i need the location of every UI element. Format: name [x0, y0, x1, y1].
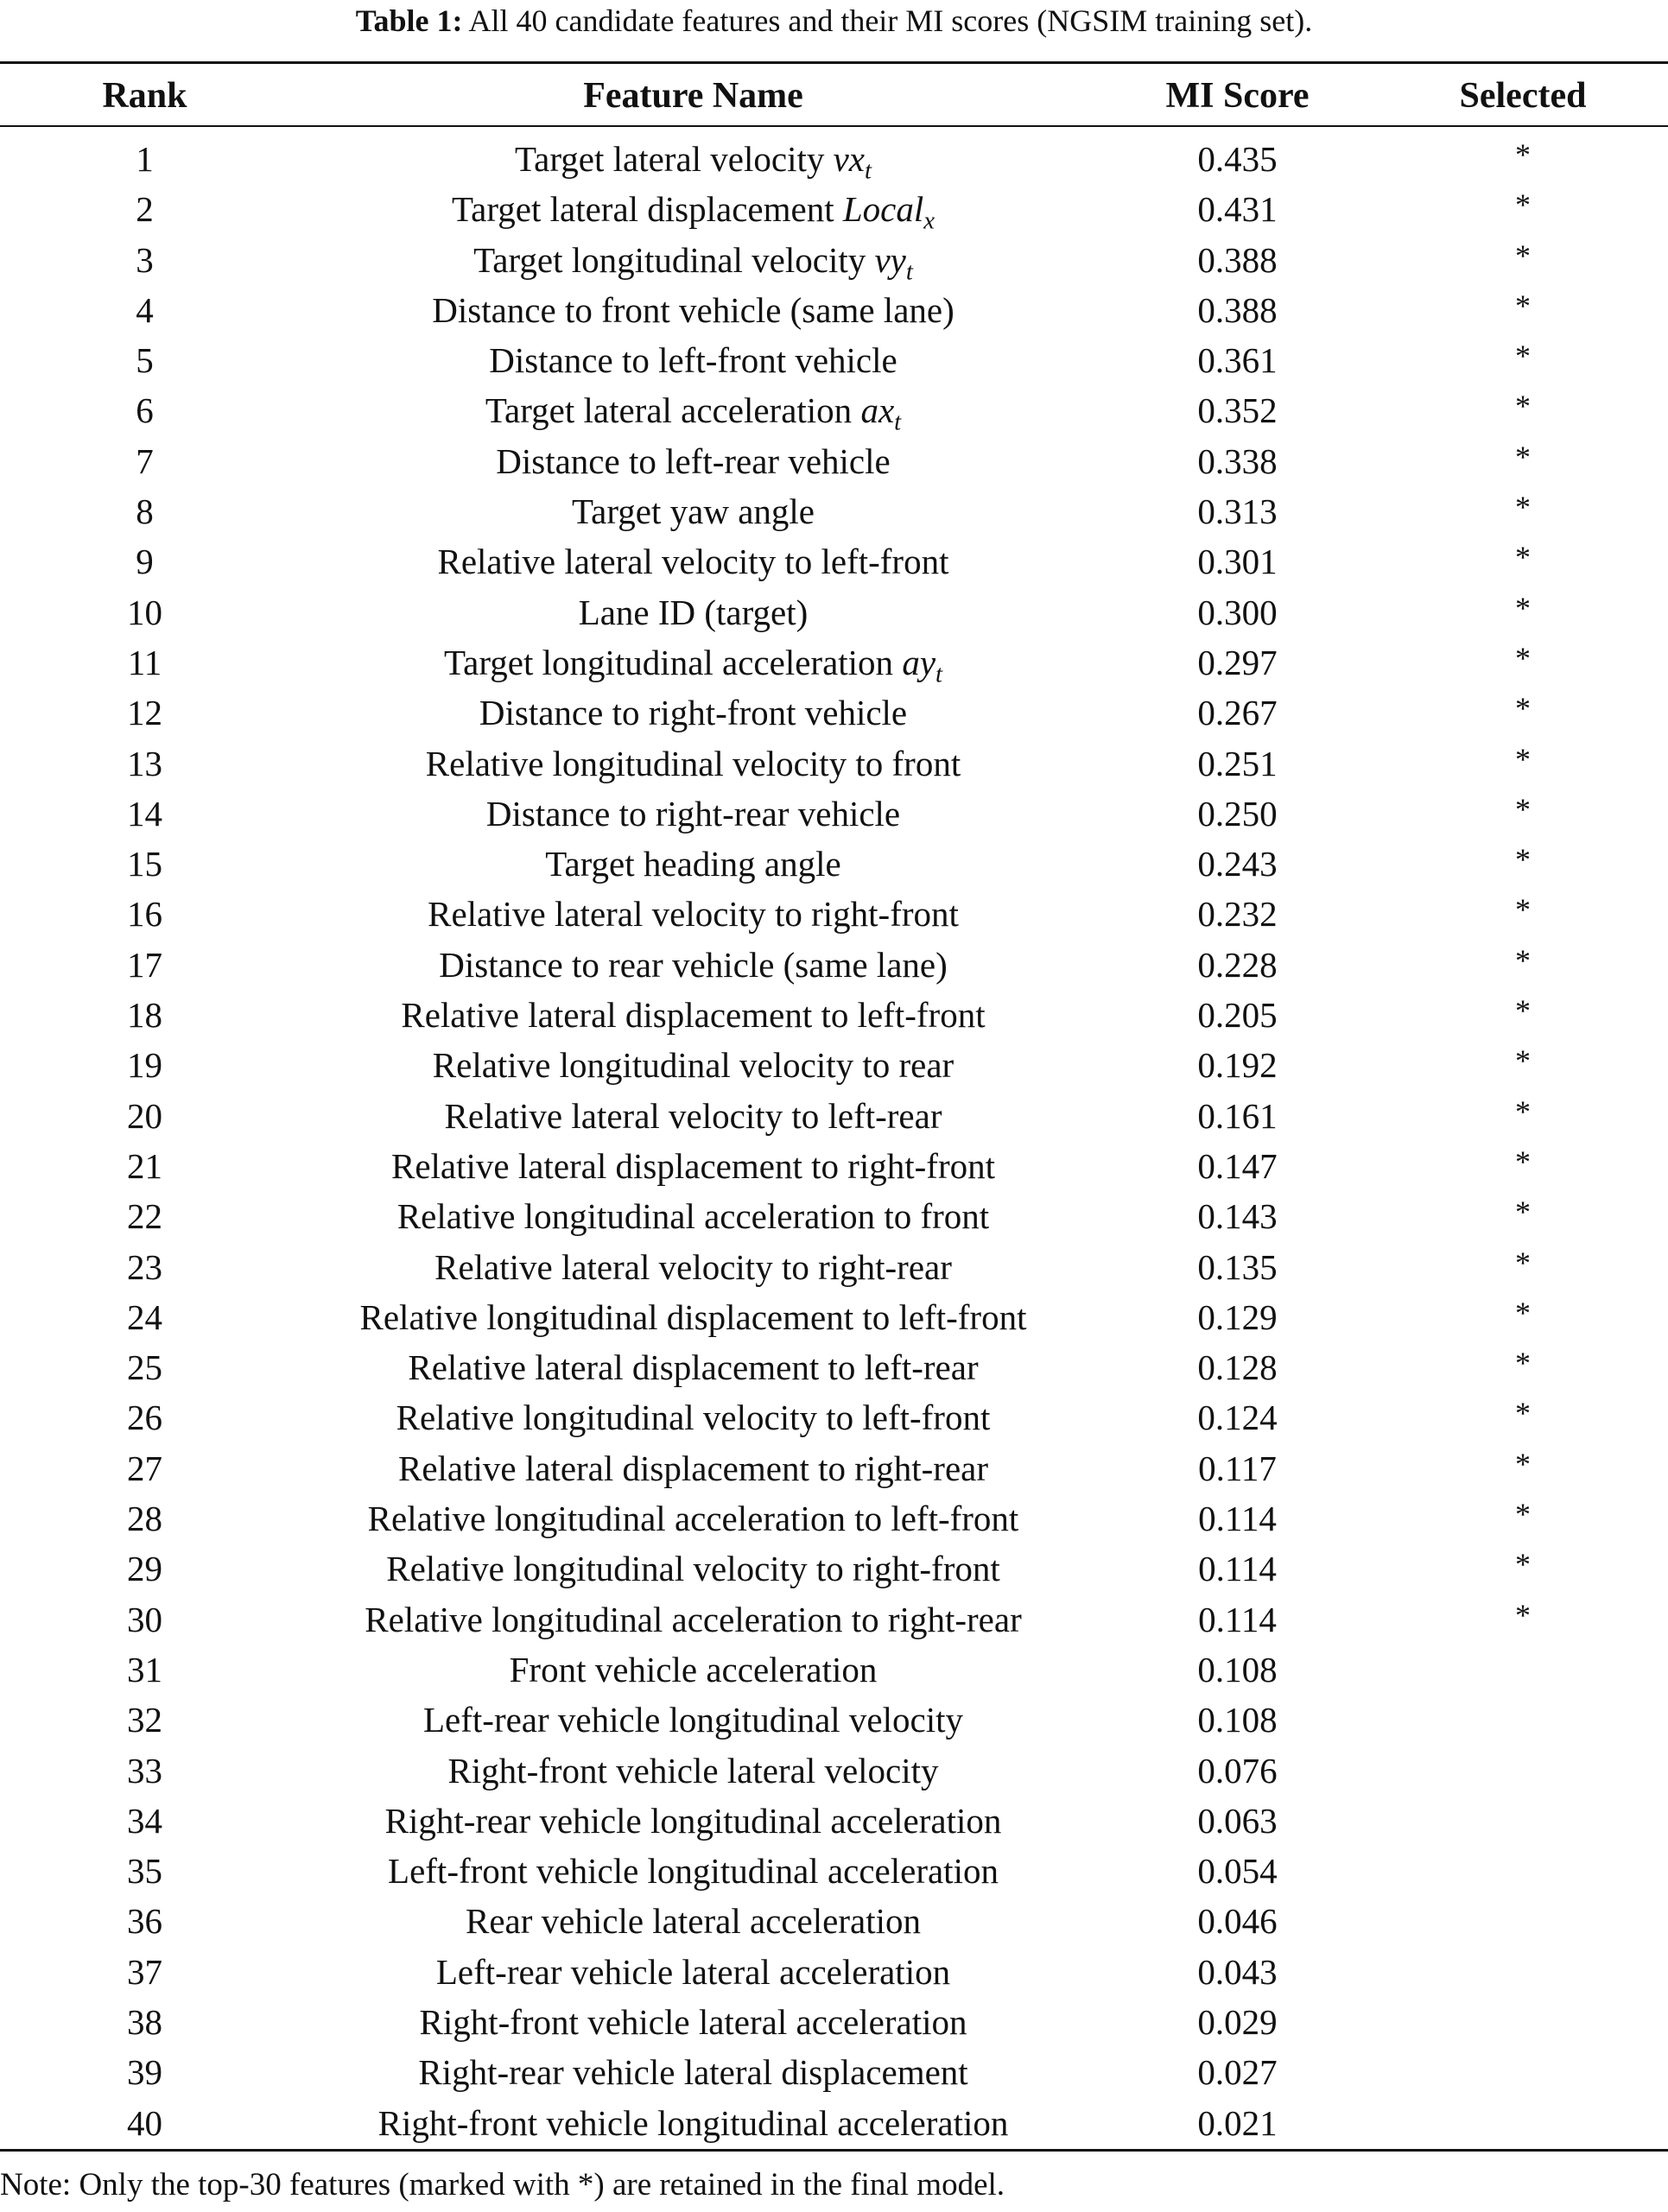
feature-name-cell: [289, 1141, 1097, 1191]
selected-marker: *: [1515, 691, 1531, 726]
rank-cell: 18: [127, 995, 162, 1036]
feature-name-text: Target longitudinal acceleration: [444, 642, 894, 682]
table-row: [0, 1040, 1668, 1090]
feature-name-text: Distance to right-front vehicle: [479, 693, 908, 733]
table-row: [0, 385, 1668, 435]
feature-name-cell: [289, 1997, 1097, 2047]
rank-cell: 27: [127, 1448, 162, 1488]
header-selected: Selected: [1459, 76, 1587, 116]
rank-cell: 31: [127, 1649, 162, 1689]
mi-score-cell: 0.300: [1197, 592, 1278, 632]
header-mi-score: MI Score: [1165, 76, 1310, 116]
table-row: [0, 1392, 1668, 1442]
feature-name-text: Relative longitudinal velocity to left-front: [396, 1398, 991, 1438]
selected-marker: *: [1515, 540, 1531, 575]
feature-name-text: Right-front vehicle lateral acceleration: [419, 2001, 967, 2042]
feature-name-text: Relative longitudinal acceleration to front: [396, 1196, 990, 1237]
feature-name-text: Target heading angle: [545, 844, 841, 884]
feature-symbol-base: vx: [833, 139, 866, 179]
feature-name-cell: [289, 1040, 1097, 1090]
rank-cell: 28: [127, 1499, 162, 1539]
selected-marker: *: [1515, 238, 1531, 273]
feature-name-cell: [289, 1695, 1097, 1745]
feature-name-text: Target lateral velocity: [514, 139, 825, 179]
feature-name-text: Relative lateral velocity to right-front: [428, 894, 959, 935]
feature-name-text: Distance to right-rear vehicle: [485, 793, 901, 833]
table-row: [0, 1695, 1668, 1745]
mi-score-cell: 0.043: [1197, 1951, 1278, 1992]
rank-cell: 8: [136, 491, 154, 532]
feature-name-text: Left-rear vehicle lateral acceleration: [435, 1951, 951, 1992]
feature-name-cell: [289, 1342, 1097, 1392]
table-row: [0, 1645, 1668, 1695]
feature-symbol-subscript: t: [865, 156, 872, 185]
table-row: [0, 1594, 1668, 1645]
selected-marker: *: [1515, 1396, 1531, 1431]
feature-name-cell: [289, 486, 1097, 536]
table-row: [0, 486, 1668, 536]
mi-score-cell: 0.108: [1197, 1649, 1278, 1689]
feature-name-cell: [289, 1896, 1097, 1946]
caption-text: All 40 candidate features and their MI scores (NGSIM training set).: [468, 3, 1313, 38]
rank-cell: 1: [136, 139, 154, 179]
feature-name-text: Right-rear vehicle lateral displacement: [418, 2052, 968, 2093]
rank-cell: 40: [127, 2102, 162, 2143]
selected-marker: *: [1515, 1295, 1531, 1330]
table-row: [0, 1896, 1668, 1946]
feature-name-cell: [289, 940, 1097, 990]
mi-score-cell: 0.361: [1197, 340, 1278, 381]
mi-score-cell: 0.046: [1197, 1901, 1278, 1942]
selected-marker: *: [1515, 1043, 1531, 1079]
feature-name-cell: [289, 1594, 1097, 1645]
feature-name-text: Distance to left-front vehicle: [489, 340, 897, 381]
feature-symbol: [833, 139, 872, 185]
mi-score-cell: 0.267: [1197, 693, 1278, 733]
mi-score-cell: 0.063: [1197, 1800, 1278, 1841]
rank-cell: 24: [127, 1296, 162, 1337]
rank-cell: 5: [136, 340, 154, 381]
rank-cell: 12: [127, 693, 162, 733]
feature-name-text: Rear vehicle lateral acceleration: [466, 1901, 921, 1942]
table-row: [0, 1242, 1668, 1292]
rank-cell: 22: [127, 1196, 162, 1237]
top-rule: [0, 61, 1668, 64]
selected-marker: *: [1515, 590, 1531, 625]
feature-name-text: Distance to front vehicle (same lane): [432, 289, 955, 330]
feature-name-cell: [289, 1947, 1097, 1997]
feature-name-cell: [289, 2098, 1097, 2148]
table-row: [0, 1191, 1668, 1241]
table-row: [0, 1292, 1668, 1342]
feature-name-cell: [289, 436, 1097, 486]
selected-marker: *: [1515, 339, 1531, 374]
rank-cell: 2: [136, 189, 154, 230]
feature-name-text: Target longitudinal velocity: [473, 239, 866, 280]
mi-score-cell: 0.161: [1197, 1095, 1278, 1136]
feature-name-text: Relative longitudinal velocity to front: [425, 743, 961, 783]
rank-cell: 11: [127, 642, 162, 682]
feature-name-text: Relative lateral displacement to right-rear: [397, 1448, 989, 1488]
feature-symbol: [902, 642, 942, 688]
mi-score-cell: 0.338: [1197, 440, 1278, 481]
table-row: [0, 1141, 1668, 1191]
table-row: [0, 235, 1668, 285]
feature-name-cell: [289, 1645, 1097, 1695]
table-row: [0, 688, 1668, 738]
table-body: [0, 134, 1668, 2148]
table-note: Note: Only the top-30 features (marked with *) are retained in the final model.: [0, 2167, 1005, 2202]
feature-name-cell: [289, 285, 1097, 335]
table-row: [0, 1947, 1668, 1997]
rank-cell: 4: [136, 289, 154, 330]
table-row: [0, 1746, 1668, 1796]
mi-score-cell: 0.301: [1197, 542, 1278, 582]
feature-name-cell: [289, 1242, 1097, 1292]
table-row: [0, 789, 1668, 839]
feature-symbol: [874, 239, 913, 286]
feature-name-cell: [289, 1443, 1097, 1493]
feature-name-text: Distance to rear vehicle (same lane): [439, 944, 948, 985]
table-row: [0, 587, 1668, 637]
table-row: [0, 1846, 1668, 1896]
feature-name-text: Right-rear vehicle longitudinal acceleration: [384, 1800, 1002, 1841]
feature-name-text: Left-rear vehicle longitudinal velocity: [423, 1700, 963, 1740]
selected-marker: *: [1515, 490, 1531, 525]
feature-name-cell: [289, 1543, 1097, 1594]
selected-marker: *: [1515, 439, 1531, 474]
mi-score-cell: 0.313: [1197, 491, 1278, 532]
rank-cell: 13: [127, 743, 162, 783]
feature-name-text: Relative longitudinal velocity to rear: [432, 1045, 955, 1086]
mi-score-cell: 0.117: [1198, 1448, 1277, 1488]
feature-name-text: Right-front vehicle lateral velocity: [447, 1750, 939, 1791]
rank-cell: 10: [127, 592, 162, 632]
rank-cell: 20: [127, 1095, 162, 1136]
table-row: [0, 1493, 1668, 1543]
rank-cell: 17: [127, 944, 162, 985]
feature-name-cell: [289, 1846, 1097, 1896]
selected-marker: *: [1515, 389, 1531, 424]
feature-name-cell: [289, 990, 1097, 1040]
table-caption: [0, 0, 1668, 41]
feature-name-text: Target yaw angle: [572, 491, 815, 532]
table-row: [0, 940, 1668, 990]
mi-score-cell: 0.232: [1197, 894, 1278, 935]
feature-name-cell: [289, 2047, 1097, 2097]
mi-score-cell: 0.129: [1197, 1296, 1278, 1337]
mi-score-cell: 0.054: [1197, 1851, 1278, 1892]
mi-score-cell: 0.251: [1197, 743, 1278, 783]
selected-marker: *: [1515, 1093, 1531, 1129]
feature-name-text: Relative longitudinal velocity to right-front: [386, 1549, 1000, 1589]
mi-score-cell: 0.205: [1197, 995, 1278, 1036]
mi-score-cell: 0.108: [1197, 1700, 1278, 1740]
feature-symbol-subscript: t: [894, 409, 902, 437]
table-row: [0, 436, 1668, 486]
rank-cell: 14: [127, 793, 162, 833]
rank-cell: 3: [136, 239, 154, 280]
feature-name-text: Target lateral acceleration: [485, 390, 853, 431]
feature-name-text: Relative lateral velocity to left-rear: [444, 1095, 942, 1136]
caption-label: Table 1:: [355, 3, 463, 38]
feature-name-cell: [289, 839, 1097, 889]
selected-marker: *: [1515, 1547, 1531, 1582]
feature-name-cell: [289, 1796, 1097, 1846]
feature-symbol-base: ay: [902, 642, 936, 682]
selected-marker: *: [1515, 892, 1531, 928]
mi-score-cell: 0.388: [1197, 289, 1278, 330]
feature-symbol-base: Local: [842, 189, 924, 230]
rank-cell: 7: [136, 440, 154, 481]
selected-marker: *: [1515, 137, 1531, 172]
feature-name-text: Relative lateral displacement to right-front: [390, 1145, 996, 1186]
feature-name-cell: [289, 889, 1097, 939]
mi-score-cell: 0.352: [1197, 390, 1278, 431]
mi-score-cell: 0.147: [1197, 1145, 1278, 1186]
feature-symbol: [860, 390, 902, 437]
feature-symbol: [842, 189, 935, 235]
feature-name-text: Relative lateral velocity to left-front: [437, 542, 949, 582]
feature-symbol-subscript: t: [935, 660, 942, 688]
selected-marker: *: [1515, 741, 1531, 776]
feature-name-text: Relative lateral displacement to left-front: [401, 995, 986, 1036]
table-row: [0, 839, 1668, 889]
feature-symbol-base: ax: [860, 390, 895, 431]
feature-name-cell: [289, 1493, 1097, 1543]
feature-name-text: Relative lateral velocity to right-rear: [434, 1246, 952, 1287]
rank-cell: 25: [127, 1347, 162, 1388]
feature-name-cell: [289, 335, 1097, 385]
feature-name-text: Left-front vehicle longitudinal acceleration: [388, 1851, 999, 1892]
mi-score-cell: 0.297: [1197, 642, 1278, 682]
selected-marker: *: [1515, 288, 1531, 323]
feature-name-cell: [289, 688, 1097, 738]
feature-name-cell: [289, 738, 1097, 789]
table-row: [0, 1091, 1668, 1141]
mi-score-cell: 0.027: [1197, 2052, 1278, 2093]
table-row: [0, 637, 1668, 688]
mi-score-cell: 0.143: [1197, 1196, 1278, 1237]
feature-name-text: Lane ID (target): [578, 592, 809, 632]
header-rank: Rank: [102, 76, 187, 116]
table-row: [0, 738, 1668, 789]
rank-cell: 26: [127, 1398, 162, 1438]
rank-cell: 6: [136, 390, 154, 431]
rank-cell: 34: [127, 1800, 162, 1841]
feature-name-cell: [289, 1292, 1097, 1342]
mi-score-cell: 0.076: [1197, 1750, 1278, 1791]
table-row: [0, 2047, 1668, 2097]
mi-score-cell: 0.388: [1197, 239, 1278, 280]
selected-marker: *: [1515, 1144, 1531, 1179]
table-row: [0, 889, 1668, 939]
table-row: [0, 1796, 1668, 1846]
table-row: [0, 536, 1668, 586]
feature-name-text: Relative longitudinal displacement to left-front: [359, 1296, 1027, 1337]
table-row: [0, 2098, 1668, 2148]
table-row: [0, 1997, 1668, 2047]
mi-score-cell: 0.114: [1198, 1549, 1277, 1589]
rank-cell: 30: [127, 1599, 162, 1639]
mi-score-cell: 0.135: [1197, 1246, 1278, 1287]
feature-name-text: Distance to left-rear vehicle: [496, 440, 891, 481]
mi-score-cell: 0.431: [1197, 189, 1278, 230]
mi-score-cell: 0.114: [1198, 1599, 1277, 1639]
rank-cell: 23: [127, 1246, 162, 1287]
selected-marker: *: [1515, 640, 1531, 675]
mi-score-cell: 0.228: [1197, 944, 1278, 985]
table-row: [0, 184, 1668, 234]
feature-symbol-subscript: t: [905, 257, 913, 286]
rank-cell: 36: [127, 1901, 162, 1942]
selected-marker: *: [1515, 1346, 1531, 1381]
selected-marker: *: [1515, 1195, 1531, 1230]
rank-cell: 21: [127, 1145, 162, 1186]
mi-score-cell: 0.192: [1197, 1045, 1278, 1086]
selected-marker: *: [1515, 791, 1531, 827]
table-row: [0, 1342, 1668, 1392]
rank-cell: 33: [127, 1750, 162, 1791]
feature-symbol-base: vy: [874, 239, 906, 280]
feature-name-cell: [289, 587, 1097, 637]
mi-score-cell: 0.021: [1197, 2102, 1278, 2143]
rank-cell: 19: [127, 1045, 162, 1086]
feature-name-text: Target lateral displacement: [451, 189, 834, 230]
feature-name-cell: [289, 1091, 1097, 1141]
feature-name-cell: [289, 1392, 1097, 1442]
selected-marker: *: [1515, 1446, 1531, 1481]
feature-name-text: Front vehicle acceleration: [509, 1649, 878, 1689]
mi-score-cell: 0.250: [1197, 793, 1278, 833]
feature-name-cell: [289, 789, 1097, 839]
selected-marker: *: [1515, 993, 1531, 1029]
header-rule: [0, 125, 1668, 127]
feature-name-cell: [289, 1746, 1097, 1796]
selected-marker: *: [1515, 1597, 1531, 1632]
mi-score-cell: 0.124: [1197, 1398, 1278, 1438]
feature-name-cell: [289, 1191, 1097, 1241]
rank-cell: 37: [127, 1951, 162, 1992]
selected-marker: *: [1515, 842, 1531, 878]
mi-score-cell: 0.128: [1197, 1347, 1278, 1388]
bottom-rule: [0, 2149, 1668, 2152]
mi-score-cell: 0.029: [1197, 2001, 1278, 2042]
feature-name-text: Relative lateral displacement to left-rear: [408, 1347, 979, 1388]
mi-score-cell: 0.243: [1197, 844, 1278, 884]
feature-name-text: Relative longitudinal acceleration to left-front: [367, 1499, 1019, 1539]
table-row: [0, 285, 1668, 335]
feature-name-text: Relative longitudinal acceleration to right-rear: [365, 1599, 1022, 1639]
rank-cell: 32: [127, 1700, 162, 1740]
mi-score-cell: 0.114: [1198, 1499, 1277, 1539]
header-feature-name: Feature Name: [583, 76, 803, 116]
selected-marker: *: [1515, 187, 1531, 223]
selected-marker: *: [1515, 1497, 1531, 1532]
feature-symbol-subscript: x: [923, 206, 935, 235]
table-row: [0, 990, 1668, 1040]
rank-cell: 9: [136, 542, 154, 582]
rank-cell: 35: [127, 1851, 162, 1892]
table-row: [0, 1443, 1668, 1493]
rank-cell: 16: [127, 894, 162, 935]
rank-cell: 29: [127, 1549, 162, 1589]
rank-cell: 15: [127, 844, 162, 884]
table-row: [0, 134, 1668, 184]
table-row: [0, 1543, 1668, 1594]
feature-name-text: Right-front vehicle longitudinal acceleration: [377, 2102, 1009, 2143]
rank-cell: 38: [127, 2001, 162, 2042]
mi-score-cell: 0.435: [1197, 139, 1278, 179]
feature-name-cell: [289, 536, 1097, 586]
selected-marker: *: [1515, 942, 1531, 978]
rank-cell: 39: [127, 2052, 162, 2093]
selected-marker: *: [1515, 1245, 1531, 1280]
table-row: [0, 335, 1668, 385]
